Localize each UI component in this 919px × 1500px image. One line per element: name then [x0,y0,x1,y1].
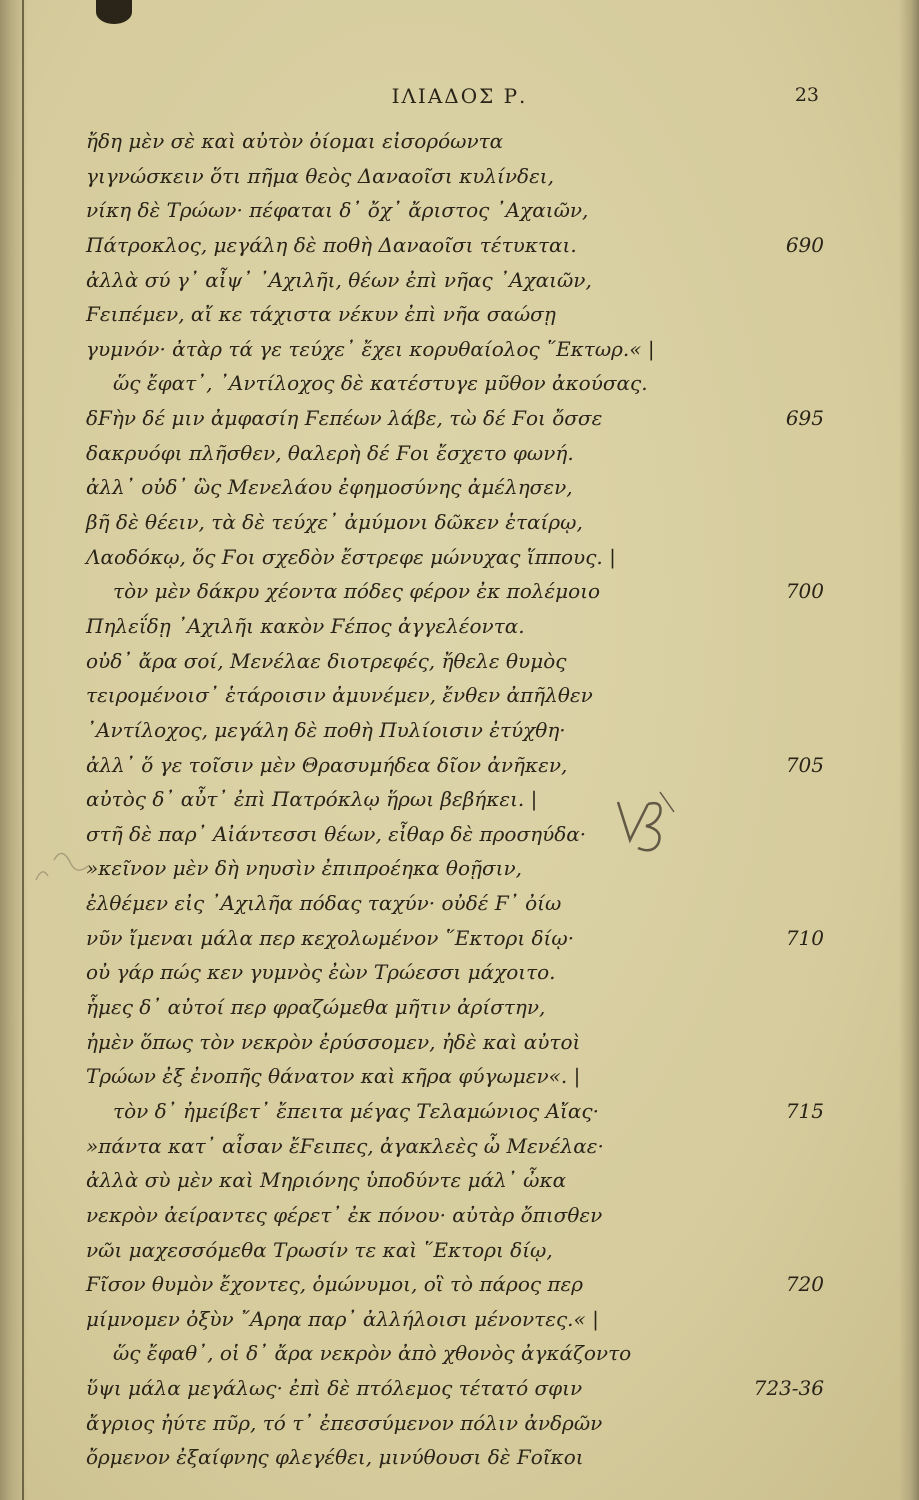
verse-line [86,921,846,956]
line-number: 700 [785,579,824,604]
verse-text: τειρομένοισ᾿ ἑτάροισιν ἀμυνέμεν, ἔνθεν ἀπῆλθεν [86,683,593,708]
verse-text: ὥς ἔφατ᾿, ᾿Αντίλοχος δὲ κατέστυγε μῦθον ἀκούσας. [113,371,648,396]
verse-text: τὸν μὲν δάκρυ χέοντα πόδες φέρον ἐκ πολέμοιο [113,579,601,604]
verse-text: μίμνομεν ὀξὺν ῎Αρηα παρ᾿ ἀλλήλοισι μένοντες.« | [86,1306,599,1331]
verse-text: ὄρμενον ἐξαίφνης φλεγέθει, μινύθουσι δὲ Ϝοῖκοι [86,1445,584,1470]
verse-text: βῆ δὲ θέειν, τὰ δὲ τεύχε᾿ ἀμύμονι δῶκεν ἑταίρῳ, [86,510,583,535]
verse-line [86,851,846,886]
binding-edge [22,0,24,1500]
verse-text: Τρώων ἐξ ἐνοπῆς θάνατον καὶ κῆρα φύγωμεν«. | [86,1064,581,1089]
verse-line [86,1059,846,1094]
verse-text: αὐτὸς δ᾿ αὖτ᾿ ἐπὶ Πατρόκλῳ ἥρωι βεβήκει. | [86,787,538,812]
verse-line [86,193,846,228]
verse-text: Πάτροκλος, μεγάλη δὲ ποθὴ Δαναοῖσι τέτυκται. [86,232,577,257]
verse-line [86,748,846,783]
verse-text: ὕψι μάλα μεγάλως· ἐπὶ δὲ πτόλεμος τέτατό σφιν [86,1376,583,1401]
verse-line [86,1406,846,1441]
verse-text: Πηλεΐδῃ ᾿Αχιλῆι κακὸν Ϝέπος ἀγγελέοντα. [86,613,525,638]
ink-blot [96,0,132,24]
verse-line [86,678,846,713]
verse-line [86,1163,846,1198]
verse-text: οὐ γάρ πώς κεν γυμνὸς ἐὼν Τρώεσσι μάχοιτο. [86,960,556,985]
verse-text: »κεῖνον μὲν δὴ νηυσὶν ἐπιπροέηκα θοῇσιν, [86,856,523,881]
verse-line [86,366,846,401]
verse-line [86,401,846,436]
page-number: 23 [794,84,819,106]
verse-line [86,1233,846,1268]
verse-text: Ϝειπέμεν, αἴ κε τάχιστα νέκυν ἐπὶ νῆα σαώσῃ [86,302,556,327]
verse-text: στῆ δὲ παρ᾿ Αἰάντεσσι θέων, εἶθαρ δὲ προσηύδα· [86,821,587,846]
verse-line [86,228,846,263]
verse-line [86,505,846,540]
verse-text: νῦν ἴμεναι μάλα περ κεχολωμένον ῞Εκτορι δίῳ· [86,925,575,950]
verse-line [86,1025,846,1060]
verse-text: ἀλλὰ σύ γ᾿ αἶψ᾿ ᾿Αχιλῆι, θέων ἐπὶ νῆας ᾿Αχαιῶν, [86,267,592,292]
verse-line [86,332,846,367]
verse-line [86,1440,846,1475]
verse-line [86,1302,846,1337]
line-number: 715 [785,1098,824,1123]
page-edge [899,0,919,1500]
verse-line [86,124,846,159]
verse-line [86,1129,846,1164]
verse-text: ἠμὲν ὅπως τὸν νεκρὸν ἐρύσσομεν, ἠδὲ καὶ αὐτοὶ [86,1029,581,1054]
verse-text: ἧμες δ᾿ αὐτοί περ φραζώμεθα μῆτιν ἀρίστην, [86,995,546,1020]
verse-line [86,713,846,748]
verse-line [86,1094,846,1129]
verse-line [86,1336,846,1371]
line-number: 690 [785,232,824,257]
verse-line [86,436,846,471]
verse-text: ὥς ἔφαθ᾿, οἱ δ᾿ ἄρα νεκρὸν ἀπὸ χθονὸς ἀγκάζοντο [113,1341,632,1366]
verse-text: Ϝῖσον θυμὸν ἔχοντες, ὁμώνυμοι, οἳ τὸ πάρος περ [86,1272,584,1297]
line-number: 705 [785,752,824,777]
running-title: ΙΛΙΑΔΟΣ Ρ. [391,84,528,108]
verse-line [86,1198,846,1233]
verse-text: ἐλθέμεν εἰς ᾿Αχιλῆα πόδας ταχύν· οὐδέ Ϝ᾿ ὀίω [86,891,562,916]
verse-text: νῶι μαχεσσόμεθα Τρωσίν τε καὶ ῞Εκτορι δίῳ, [86,1237,553,1262]
verse-text: ἀλλ᾿ ὅ γε τοῖσιν μὲν Θρασυμήδεα δῖον ἀνῆκεν, [86,752,568,777]
verse-text: γιγνώσκειν ὅτι πῆμα θεὸς Δαναοῖσι κυλίνδει, [86,163,555,188]
verse-text: δϜὴν δέ μιν ἀμφασίη Ϝεπέων λάβε, τὼ δέ Ϝοι ὄσσε [86,406,603,431]
verse-line [86,470,846,505]
verse-line [86,1267,846,1302]
verse-text: ἄγριος ἠύτε πῦρ, τό τ᾿ ἐπεσσύμενον πόλιν ἀνδρῶν [86,1410,603,1435]
verse-text: νίκη δὲ Τρώων· πέφαται δ᾿ ὄχ᾿ ἄριστος ᾿Αχαιῶν, [86,198,589,223]
line-number: 720 [785,1272,824,1297]
line-number: 695 [785,406,824,431]
verse-text: »πάντα κατ᾿ αἶσαν ἔϜειπες, ἀγακλεὲς ὦ Μενέλαε· [86,1133,604,1158]
verse-line [86,886,846,921]
verse-line [86,297,846,332]
verse-text: δακρυόφι πλῆσθεν, θαλερὴ δέ Ϝοι ἔσχετο φωνή. [86,440,574,465]
verse-text: ἀλλὰ σὺ μὲν καὶ Μηριόνης ὑποδύντε μάλ᾿ ὦκα [86,1168,567,1193]
verse-line [86,644,846,679]
verse-line [86,817,846,852]
verse-text: γυμνόν· ἀτὰρ τά γε τεύχε᾿ ἔχει κορυθαίολος ῞Εκτωρ.« | [86,336,655,361]
verse-line [86,574,846,609]
handwritten-mark [608,782,678,862]
verse-line [86,1371,846,1406]
verse-text: οὐδ᾿ ἄρα σοί, Μενέλαε διοτρεφές, ἤθελε θυμὸς [86,648,567,673]
verse-text: ἤδη μὲν σὲ καὶ αὐτὸν ὀίομαι εἰσορόωντα [86,129,504,153]
verse-text: ἀλλ᾿ οὐδ᾿ ὣς Μενελάου ἐφημοσύνης ἀμέλησεν, [86,475,573,500]
line-number: 723-36 [753,1376,824,1401]
margin-pencil-mark [28,836,98,896]
verse-text: Λαοδόκῳ, ὅς Ϝοι σχεδὸν ἔστρεφε μώνυχας ἵππους. | [86,544,616,569]
verse-line [86,159,846,194]
verse-line [86,609,846,644]
verse-block [86,124,846,1475]
verse-line [86,955,846,990]
line-number: 710 [785,925,824,950]
verse-line [86,540,846,575]
verse-line [86,263,846,298]
verse-line [86,782,846,817]
verse-line [86,990,846,1025]
verse-text: νεκρὸν ἀείραντες φέρετ᾿ ἐκ πόνου· αὐτὰρ ὄπισθεν [86,1202,603,1227]
verse-text: ᾿Αντίλοχος, μεγάλη δὲ ποθὴ Πυλίοισιν ἐτύχθη· [86,717,566,742]
verse-text: τὸν δ᾿ ἠμείβετ᾿ ἔπειτα μέγας Τελαμώνιος Αἴας· [113,1098,599,1123]
